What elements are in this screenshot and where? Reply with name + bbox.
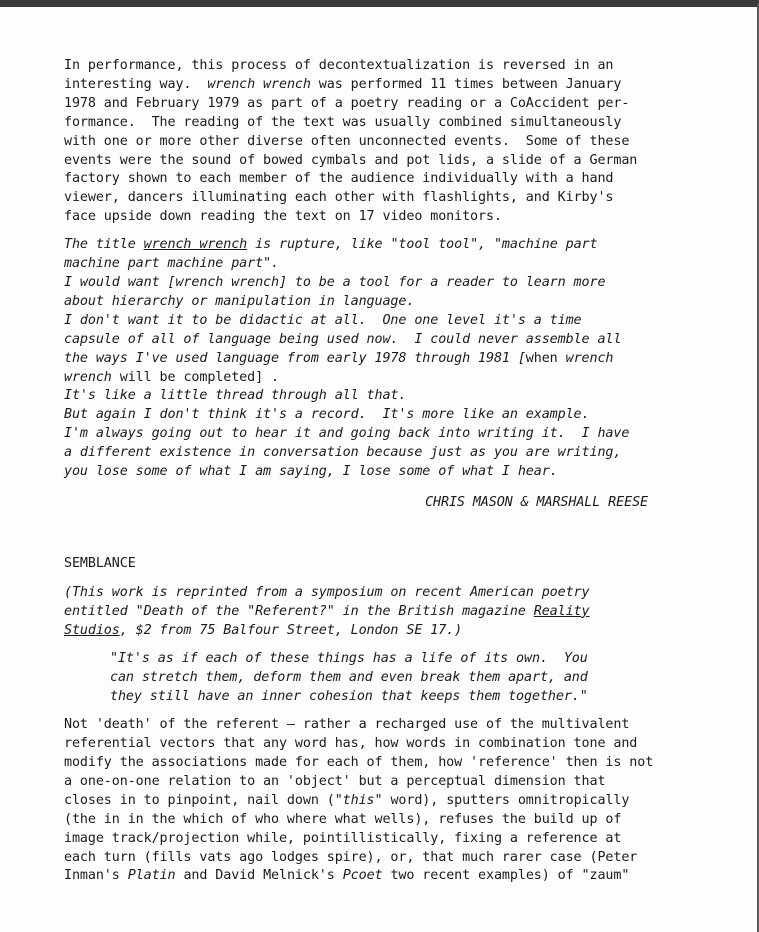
text-line <box>64 369 736 388</box>
text-line: formance. The reading of the text was usually combined simultaneously <box>64 114 622 130</box>
text-run: The title <box>64 237 144 253</box>
text-line: modify the associations made for each of them, how 'reference' then is not <box>64 755 654 770</box>
page-content <box>64 57 736 886</box>
text-line: can stretch them, deform them and even break them apart, and <box>110 670 588 686</box>
text-line: It's like a little thread through all that. <box>64 388 407 404</box>
text-run: Pcoet <box>342 868 383 884</box>
text-line <box>64 622 736 641</box>
text-run: and David Melnick's <box>175 868 343 884</box>
text-line <box>64 76 736 95</box>
body-paragraph <box>64 716 736 886</box>
text-run: " word), sputters omnitropically <box>374 792 630 808</box>
text-line: image track/projection while, pointillistically, fixing a reference at <box>64 830 622 846</box>
text-run: the ways I've used language from early 1978 through 1981 [ <box>64 350 526 366</box>
underlined-title: Studios <box>64 622 120 638</box>
text-line: viewer, dancers illuminating each other with flashlights, and Kirby's <box>64 190 614 206</box>
paragraph-performance <box>64 57 736 227</box>
text-run: wrench <box>565 350 614 366</box>
text-line <box>64 350 736 369</box>
text-line: Not 'death' of the referent — rather a recharged use of the multivalent <box>64 717 630 733</box>
text-run: , $2 from 75 Balfour Street, London SE 17.) <box>119 622 463 638</box>
text-line: each turn (fills vats ago lodges spire), or, that much rarer case (Peter <box>64 849 638 865</box>
text-line: a one-on-one relation to an 'object' but a perceptual dimension that <box>64 773 606 789</box>
text-run: Platin <box>127 868 176 884</box>
text-line: capsule of all of language being used now. I could never assemble all <box>64 331 622 347</box>
text-line: In performance, this process of decontextualization is reversed in an <box>64 58 614 73</box>
title-wrench-wrench: wrench wrench <box>207 76 311 92</box>
text-run: Inman's <box>64 868 128 884</box>
text-run: was performed 11 times between January <box>310 76 622 92</box>
text-line <box>64 792 736 811</box>
text-line <box>64 603 736 622</box>
text-run: will be completed] . <box>111 369 279 385</box>
text-line: 1978 and February 1979 as part of a poetry reading or a CoAccident per- <box>64 95 630 111</box>
text-run: wrench <box>64 369 112 385</box>
text-line: factory shown to each member of the audience individually with a hand <box>64 171 614 187</box>
epigraph-quote <box>64 650 736 707</box>
section-title: SEMBLANCE <box>64 555 136 571</box>
text-line: I would want [wrench wrench] to be a tool for a reader to learn more <box>64 274 606 290</box>
text-run: is rupture, like "tool tool", "machine part <box>247 237 598 253</box>
text-line: they still have an inner cohesion that keeps them together." <box>110 689 588 705</box>
text-run: when <box>525 350 566 366</box>
artist-statement <box>64 236 736 482</box>
underlined-title: wrench wrench <box>143 237 248 253</box>
text-line: I don't want it to be didactic at all. One one level it's a time <box>64 312 582 328</box>
text-run: two recent examples) of "zaum" <box>382 868 630 884</box>
text-line: with one or more other diverse often unconnected events. Some of these <box>64 133 630 149</box>
text-line: about hierarchy or manipulation in language. <box>64 293 415 309</box>
text-line: referential vectors that any word has, how words in combination tone and <box>64 736 638 752</box>
text-line: you lose some of what I am saying, I lose some of what I hear. <box>64 464 558 480</box>
text-run: entitled "Death of the "Referent?" in the British magazine <box>64 603 534 619</box>
text-line <box>64 236 736 255</box>
text-line: But again I don't think it's a record. It's more like an example. <box>64 407 590 423</box>
text-line: (This work is reprinted from a symposium on recent American poetry <box>64 584 590 600</box>
text-line: "It's as if each of these things has a life of its own. You <box>110 651 588 667</box>
underlined-title: Reality <box>533 603 590 619</box>
reprint-note <box>64 584 736 641</box>
author-signature: CHRIS MASON & MARSHALL REESE <box>425 494 648 510</box>
text-run: this <box>342 792 375 808</box>
text-line: a different existence in conversation because just as you are writing, <box>64 445 622 461</box>
text-line: I'm always going out to hear it and going back into writing it. I have <box>64 426 630 442</box>
text-line: (the in in the which of who where what wells), refuses the build up of <box>64 811 622 827</box>
text-line <box>64 867 736 886</box>
text-run: closes in to pinpoint, nail down (" <box>64 792 343 808</box>
text-run: interesting way. <box>64 76 208 92</box>
text-line: events were the sound of bowed cymbals and pot lids, a slide of a German <box>64 152 638 168</box>
text-line: face upside down reading the text on 17 video monitors. <box>64 209 502 225</box>
text-line: machine part machine part". <box>64 256 279 272</box>
